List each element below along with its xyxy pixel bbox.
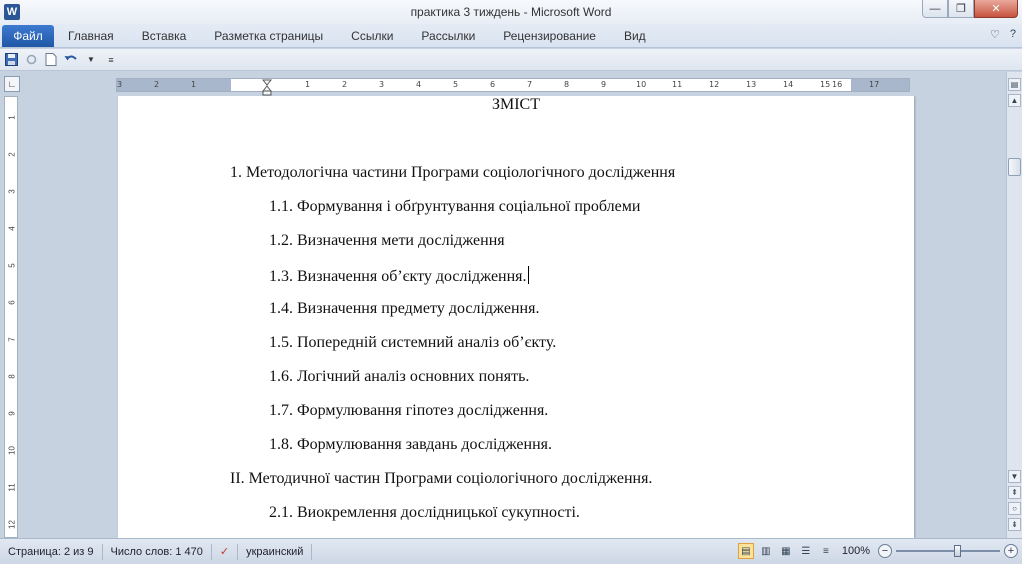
document-heading: ЗМІСТ bbox=[491, 96, 540, 113]
ruler-tick: 7 bbox=[527, 80, 533, 89]
ruler-tick: 1 bbox=[191, 80, 197, 89]
zoom-in-button[interactable]: + bbox=[1004, 544, 1018, 558]
vertical-ruler[interactable] bbox=[4, 96, 18, 538]
ruler-tick: 8 bbox=[564, 80, 570, 89]
window-title: практика 3 тиждень - Microsoft Word bbox=[410, 5, 612, 19]
ruler-tick: 5 bbox=[453, 80, 459, 89]
minimize-ribbon-icon[interactable]: ♡ bbox=[990, 29, 1000, 41]
tab-references[interactable]: Ссылки bbox=[351, 28, 394, 43]
ruler-tick: 11 bbox=[672, 80, 683, 89]
zoom-slider-thumb[interactable] bbox=[954, 545, 961, 557]
zoom-slider-track bbox=[896, 550, 1000, 552]
toc-line: 2.1. Виокремлення дослідницької сукупності. bbox=[269, 504, 580, 521]
status-right-controls bbox=[738, 543, 1018, 559]
minimize-button[interactable]: — bbox=[922, 0, 948, 18]
toc-line: 1.2. Визначення мети дослідження bbox=[269, 232, 505, 249]
document-page[interactable] bbox=[118, 96, 914, 538]
tab-mailings[interactable]: Рассылки bbox=[421, 28, 476, 43]
restore-button[interactable]: ❐ bbox=[948, 0, 974, 18]
toc-line-with-cursor bbox=[269, 266, 529, 286]
ruler-tick: 7 bbox=[7, 337, 17, 342]
next-page-icon[interactable]: ⇟ bbox=[1008, 518, 1021, 531]
tab-file[interactable]: Файл bbox=[2, 25, 54, 47]
page-indicator[interactable]: Страница: 2 из 9 bbox=[0, 544, 103, 560]
indent-marker-icon[interactable] bbox=[262, 74, 272, 96]
status-bar bbox=[0, 538, 1022, 564]
save-icon[interactable] bbox=[4, 53, 18, 67]
help-icon[interactable]: ? bbox=[1009, 28, 1016, 40]
vertical-scrollbar[interactable] bbox=[1006, 72, 1022, 538]
ruler-right-margin bbox=[851, 79, 909, 91]
ruler-tick: 2 bbox=[7, 152, 17, 157]
tab-page-layout[interactable]: Разметка страницы bbox=[214, 28, 324, 43]
ruler-tick: 15 bbox=[820, 80, 831, 89]
ruler-tick: 6 bbox=[490, 80, 496, 89]
ruler-tick: 8 bbox=[7, 374, 17, 379]
scrollbar-thumb[interactable] bbox=[1008, 158, 1021, 176]
toc-line: 1. Методологічна частини Програми соціологічного дослідження bbox=[230, 164, 676, 181]
undo-icon[interactable] bbox=[64, 53, 78, 67]
toc-line: 1.5. Попередній системний аналіз об’єкту. bbox=[269, 334, 557, 351]
ruler-tick: 12 bbox=[7, 520, 17, 529]
ribbon-right-controls bbox=[990, 28, 1016, 41]
print-layout-view-icon[interactable]: ▤ bbox=[738, 543, 754, 559]
toc-line: 1.7. Формулювання гіпотез дослідження. bbox=[269, 402, 549, 419]
previous-page-icon[interactable]: ⇞ bbox=[1008, 486, 1021, 499]
zoom-slider[interactable] bbox=[896, 545, 1000, 557]
toc-line-text: 1.3. Визначення об’єкту дослідження. bbox=[269, 268, 527, 285]
ruler-tick: 6 bbox=[7, 300, 17, 305]
title-bar bbox=[0, 0, 1022, 24]
tab-selector-icon[interactable]: ∟ bbox=[4, 76, 20, 92]
ruler-tick: 4 bbox=[7, 226, 17, 231]
full-screen-reading-icon[interactable]: ▥ bbox=[761, 545, 771, 557]
new-document-icon[interactable] bbox=[44, 53, 58, 67]
ruler-row bbox=[0, 72, 1022, 96]
ruler-tick: 10 bbox=[636, 80, 647, 89]
ruler-tick: 17 bbox=[869, 80, 880, 89]
ruler-tick: 1 bbox=[7, 115, 17, 120]
customize-icon[interactable]: ≡ bbox=[108, 54, 114, 65]
toc-line: 1.1. Формування і обґрунтування соціальної проблеми bbox=[269, 198, 641, 215]
tab-review[interactable]: Рецензирование bbox=[503, 28, 596, 43]
zoom-level[interactable]: 100% bbox=[841, 545, 870, 557]
view-ruler-icon[interactable]: ▤ bbox=[1008, 78, 1021, 91]
window-controls bbox=[922, 0, 1018, 18]
tab-view[interactable]: Вид bbox=[623, 28, 646, 43]
ruler-tick: 3 bbox=[117, 80, 123, 89]
toc-line: 1.8. Формулювання завдань дослідження. bbox=[269, 436, 553, 453]
scroll-up-icon[interactable]: ▲ bbox=[1008, 94, 1021, 107]
ruler-tick: 4 bbox=[416, 80, 422, 89]
ruler-tick: 2 bbox=[154, 80, 160, 89]
text-cursor bbox=[528, 266, 529, 284]
ruler-tick: 14 bbox=[783, 80, 794, 89]
ruler-tick: 3 bbox=[379, 80, 385, 89]
quick-access-toolbar bbox=[0, 49, 1022, 71]
toc-line: ІІ. Методичної частин Програми соціологічного дослідження. bbox=[230, 470, 653, 487]
redo-icon[interactable] bbox=[24, 53, 38, 67]
document-area bbox=[20, 96, 1006, 538]
ruler-tick: 13 bbox=[746, 80, 757, 89]
dropdown-icon[interactable]: ▼ bbox=[87, 55, 95, 64]
ruler-tick: 1 bbox=[305, 80, 311, 89]
ruler-tick: 3 bbox=[7, 189, 17, 194]
toc-line: 1.4. Визначення предмету дослідження. bbox=[269, 300, 540, 317]
outline-view-icon[interactable]: ☰ bbox=[801, 545, 811, 557]
web-layout-icon[interactable]: ▦ bbox=[781, 545, 791, 557]
close-button[interactable]: ✕ bbox=[974, 0, 1018, 18]
ruler-left-margin bbox=[117, 79, 231, 91]
scroll-down-icon[interactable]: ▼ bbox=[1008, 470, 1021, 483]
tab-home[interactable]: Главная bbox=[68, 28, 114, 43]
ruler-tick: 2 bbox=[342, 80, 348, 89]
toc-line: 1.6. Логічний аналіз основних понять. bbox=[269, 368, 530, 385]
ruler-tick: 11 bbox=[7, 483, 17, 492]
horizontal-ruler[interactable] bbox=[116, 78, 910, 92]
select-browse-object-icon[interactable]: ○ bbox=[1008, 502, 1021, 515]
ruler-tick: 10 bbox=[7, 446, 17, 455]
word-count[interactable]: Число слов: 1 470 bbox=[103, 544, 212, 560]
ribbon-tabs bbox=[0, 24, 1022, 48]
word-app-icon[interactable]: W bbox=[4, 4, 20, 20]
ruler-tick: 5 bbox=[7, 263, 17, 268]
ruler-tick: 9 bbox=[7, 411, 17, 416]
tab-insert[interactable]: Вставка bbox=[141, 28, 187, 43]
ruler-tick: 9 bbox=[601, 80, 607, 89]
ruler-tick: 16 bbox=[832, 80, 843, 89]
language-indicator[interactable]: украинский bbox=[238, 544, 312, 560]
spelling-check-icon[interactable]: ✓ bbox=[212, 544, 238, 560]
ruler-tick: 12 bbox=[709, 80, 720, 89]
draft-view-icon[interactable]: ≡ bbox=[822, 545, 829, 557]
zoom-out-button[interactable]: − bbox=[878, 544, 892, 558]
